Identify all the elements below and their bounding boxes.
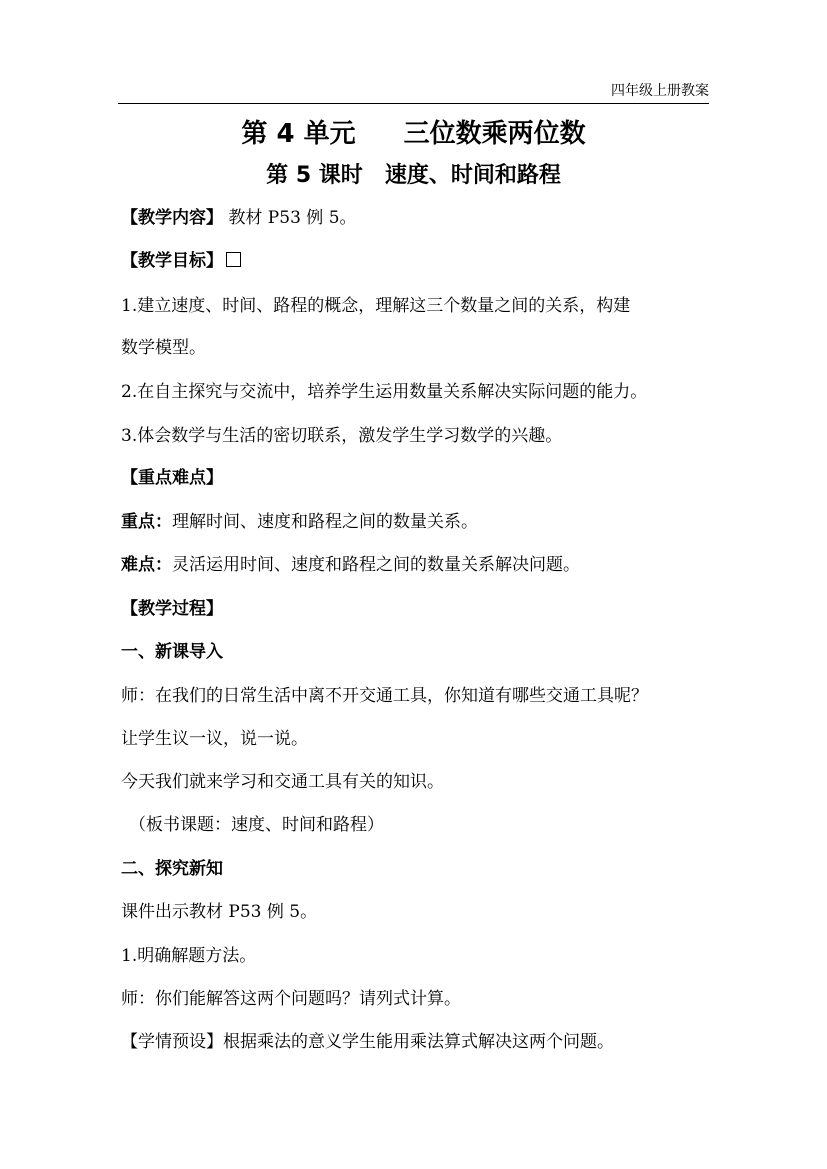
process-heading: 【教学过程】 (121, 599, 223, 619)
goals-heading: 【教学目标】 (121, 251, 223, 271)
key-point-line (121, 507, 478, 532)
lesson-number: 第 5 课时 (266, 163, 363, 188)
section-2-line-3: 师：你们能解答这两个问题吗？请列式计算。 (121, 989, 461, 1009)
section-2-line-4: 【学情预设】根据乘法的意义学生能用乘法算式解决这两个问题。 (121, 1032, 614, 1052)
goal-3: 3.体会数学与生活的密切联系，激发学生学习数学的兴趣。 (121, 426, 563, 446)
difficult-point-line (121, 550, 580, 575)
difficult-text: 灵活运用时间、速度和路程之间的数量关系解决问题。 (172, 555, 580, 575)
content-heading: 【教学内容】 (121, 208, 223, 228)
unit-topic: 三位数乘两位数 (403, 119, 586, 149)
unit-number: 第 4 单元 (241, 119, 356, 149)
goal-1-line-2: 数学模型。 (121, 338, 206, 358)
section-1-line-2: 让学生议一议，说一说。 (121, 729, 308, 749)
key-label: 重点： (121, 512, 172, 532)
content-text: 教材 P53 例 5。 (228, 208, 357, 228)
unit-title (0, 113, 827, 150)
section-2-heading: 二、探究新知 (121, 859, 223, 879)
checkbox-icon (226, 252, 241, 267)
section-2-line-1: 课件出示教材 P53 例 5。 (121, 902, 318, 922)
section-1-heading: 一、新课导入 (121, 642, 223, 662)
header-rule (118, 103, 709, 104)
difficult-label: 难点： (121, 555, 172, 575)
lesson-topic: 速度、时间和路程 (384, 163, 561, 188)
goal-2: 2.在自主探究与交流中，培养学生运用数量关系解决实际问题的能力。 (121, 382, 648, 402)
section-1-line-4: （板书课题：速度、时间和路程） (129, 815, 384, 835)
section-1-line-1: 师：在我们的日常生活中离不开交通工具，你知道有哪些交通工具呢？ (121, 686, 648, 706)
key-points-heading: 【重点难点】 (121, 468, 223, 488)
key-text: 理解时间、速度和路程之间的数量关系。 (172, 512, 478, 532)
section-2-line-2: 1.明确解题方法。 (121, 946, 257, 966)
content-line (121, 203, 357, 228)
goal-1-line-1: 1.建立速度、时间、路程的概念，理解这三个数量之间的关系，构建 (121, 296, 631, 316)
goals-heading-line (121, 246, 241, 271)
grade-label: 四年级上册教案 (611, 83, 709, 99)
section-1-line-3: 今天我们就来学习和交通工具有关的知识。 (121, 772, 444, 792)
lesson-title (0, 158, 827, 189)
